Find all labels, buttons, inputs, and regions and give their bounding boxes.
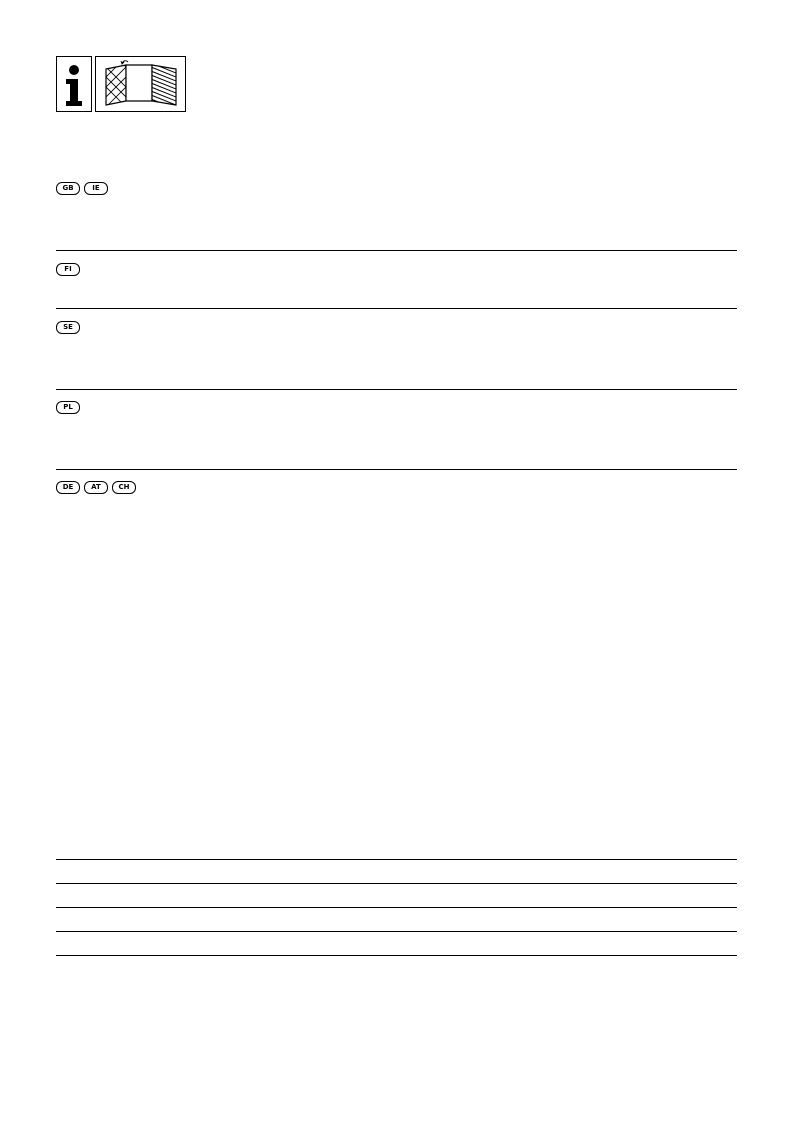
section-divider xyxy=(56,389,737,390)
info-icon xyxy=(56,56,92,112)
section-divider xyxy=(56,250,737,251)
booklet-illustration xyxy=(96,57,185,111)
language-group-de-at-ch xyxy=(56,481,136,494)
country-badge-at: AT xyxy=(84,481,108,494)
language-group-gb-ie xyxy=(56,182,108,195)
country-badge-pl: PL xyxy=(56,401,80,414)
table-rule xyxy=(56,859,737,860)
section-divider xyxy=(56,469,737,470)
table-rule xyxy=(56,955,737,956)
fold-out-booklet-icon xyxy=(95,56,186,112)
table-rule xyxy=(56,931,737,932)
country-badge-ie: IE xyxy=(84,182,108,195)
language-group-fi xyxy=(56,263,80,276)
language-group-se xyxy=(56,321,80,334)
country-badge-se: SE xyxy=(56,321,80,334)
country-badge-fi: FI xyxy=(56,263,80,276)
language-group-pl xyxy=(56,401,80,414)
section-divider xyxy=(56,308,737,309)
country-badge-gb: GB xyxy=(56,182,80,195)
table-rule xyxy=(56,907,737,908)
table-rule xyxy=(56,883,737,884)
country-badge-ch: CH xyxy=(112,481,136,494)
country-badge-de: DE xyxy=(56,481,80,494)
info-glyph xyxy=(57,57,91,111)
